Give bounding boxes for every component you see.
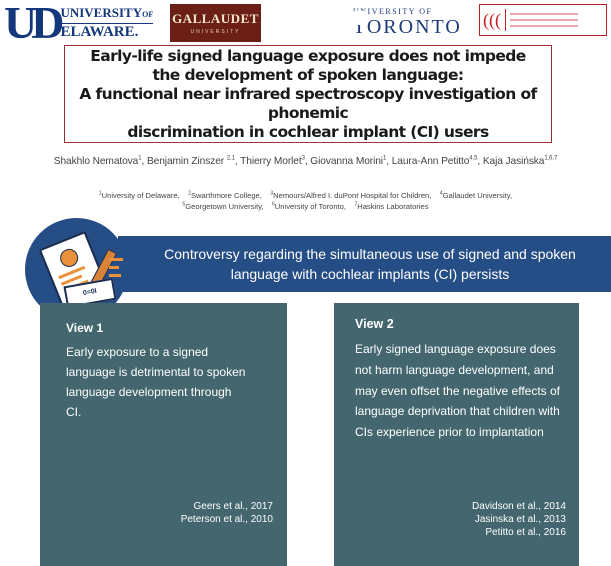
affiliations-line-2	[0, 201, 611, 211]
gallaudet-line1: GALLAUDET	[172, 11, 259, 26]
view-body: Early signed language exposure does not harm language development, and may even offset the negative effects of language deprivation that children with CIs experience prior to implantation	[355, 342, 561, 440]
reference: Davidson et al., 2014	[472, 501, 566, 512]
affiliation: $^6$University of Toronto,	[272, 201, 346, 211]
ud-line1-small: OF	[142, 10, 154, 19]
author: Laura-Ann Petitto$^{4,5}$,	[391, 156, 483, 168]
toronto-line2: TORONTO	[353, 15, 462, 38]
reference: Peterson et al., 2010	[180, 514, 273, 525]
view-heading: View 2	[355, 317, 394, 331]
title-line-4: discrimination in cochlear implant (CI) users	[127, 122, 489, 141]
affiliation: $^3$Nemours/Alfred I. duPont Hospital for Children,	[270, 190, 432, 200]
author: Giovanna Morini$^1$,	[310, 156, 392, 168]
poster-title	[65, 47, 551, 142]
university-of-toronto-logo	[347, 1, 462, 43]
gallaudet-logo	[170, 4, 261, 42]
controversy-banner	[118, 236, 611, 292]
title-line-1: Early-life signed language exposure does not impede	[90, 46, 526, 65]
affiliation: $^2$Swarthmore College,	[188, 190, 262, 200]
author: Benjamin Zinszer $^{2,1}$,	[146, 156, 241, 168]
ud-mark: UD	[4, 0, 59, 48]
ud-wordmark	[60, 5, 153, 41]
affiliations-line-1	[0, 190, 611, 200]
toronto-line1: UNIVERSITY OF	[353, 6, 433, 16]
affiliation: $^5$Georgetown University,	[182, 201, 264, 211]
reference: Jasinska et al., 2013	[474, 514, 566, 525]
view-references	[472, 500, 566, 539]
reference: Geers et al., 2017	[193, 501, 273, 512]
affiliation: $^1$University of Delaware,	[98, 190, 180, 200]
title-line-3: A functional near infrared spectroscopy investigation of phonemic	[79, 84, 537, 122]
view-references	[181, 500, 273, 526]
title-line-2: the development of spoken language:	[152, 65, 464, 84]
author: Kaja Jasińska$^{1,6,7}$	[482, 156, 558, 168]
view-heading: View 1	[66, 321, 104, 335]
pie-chart-icon	[57, 246, 80, 269]
ud-line2: ELAWARE.	[60, 23, 153, 41]
title-box	[64, 45, 552, 143]
author: Shakhlo Nematova$^1$,	[53, 156, 147, 168]
reference: Petitto et al., 2016	[485, 527, 566, 538]
haskins-mark: (((	[483, 9, 501, 30]
affiliation: $^4$Gallaudet University,	[439, 190, 513, 200]
author-list	[0, 156, 611, 167]
view-body: Early exposure to a signed language is detrimental to spoken language development through CI.	[66, 345, 246, 419]
view-2-box	[334, 303, 579, 566]
view-1-box	[40, 303, 287, 566]
gallaudet-line2: UNIVERSITY	[190, 29, 241, 35]
ud-line1: UNIVERSITY	[60, 5, 143, 20]
author: Thierry Morlet$^3$,	[240, 156, 311, 168]
banner-text: Controversy regarding the simultaneous use of signed and spoken language with cochlear implants (CI) persists	[164, 246, 576, 282]
university-of-delaware-logo	[4, 0, 154, 48]
affiliation: $^7$Haskins Laboratories	[354, 201, 429, 211]
label-tag: 0=0I	[63, 278, 116, 308]
haskins-laboratories-logo	[479, 4, 607, 36]
